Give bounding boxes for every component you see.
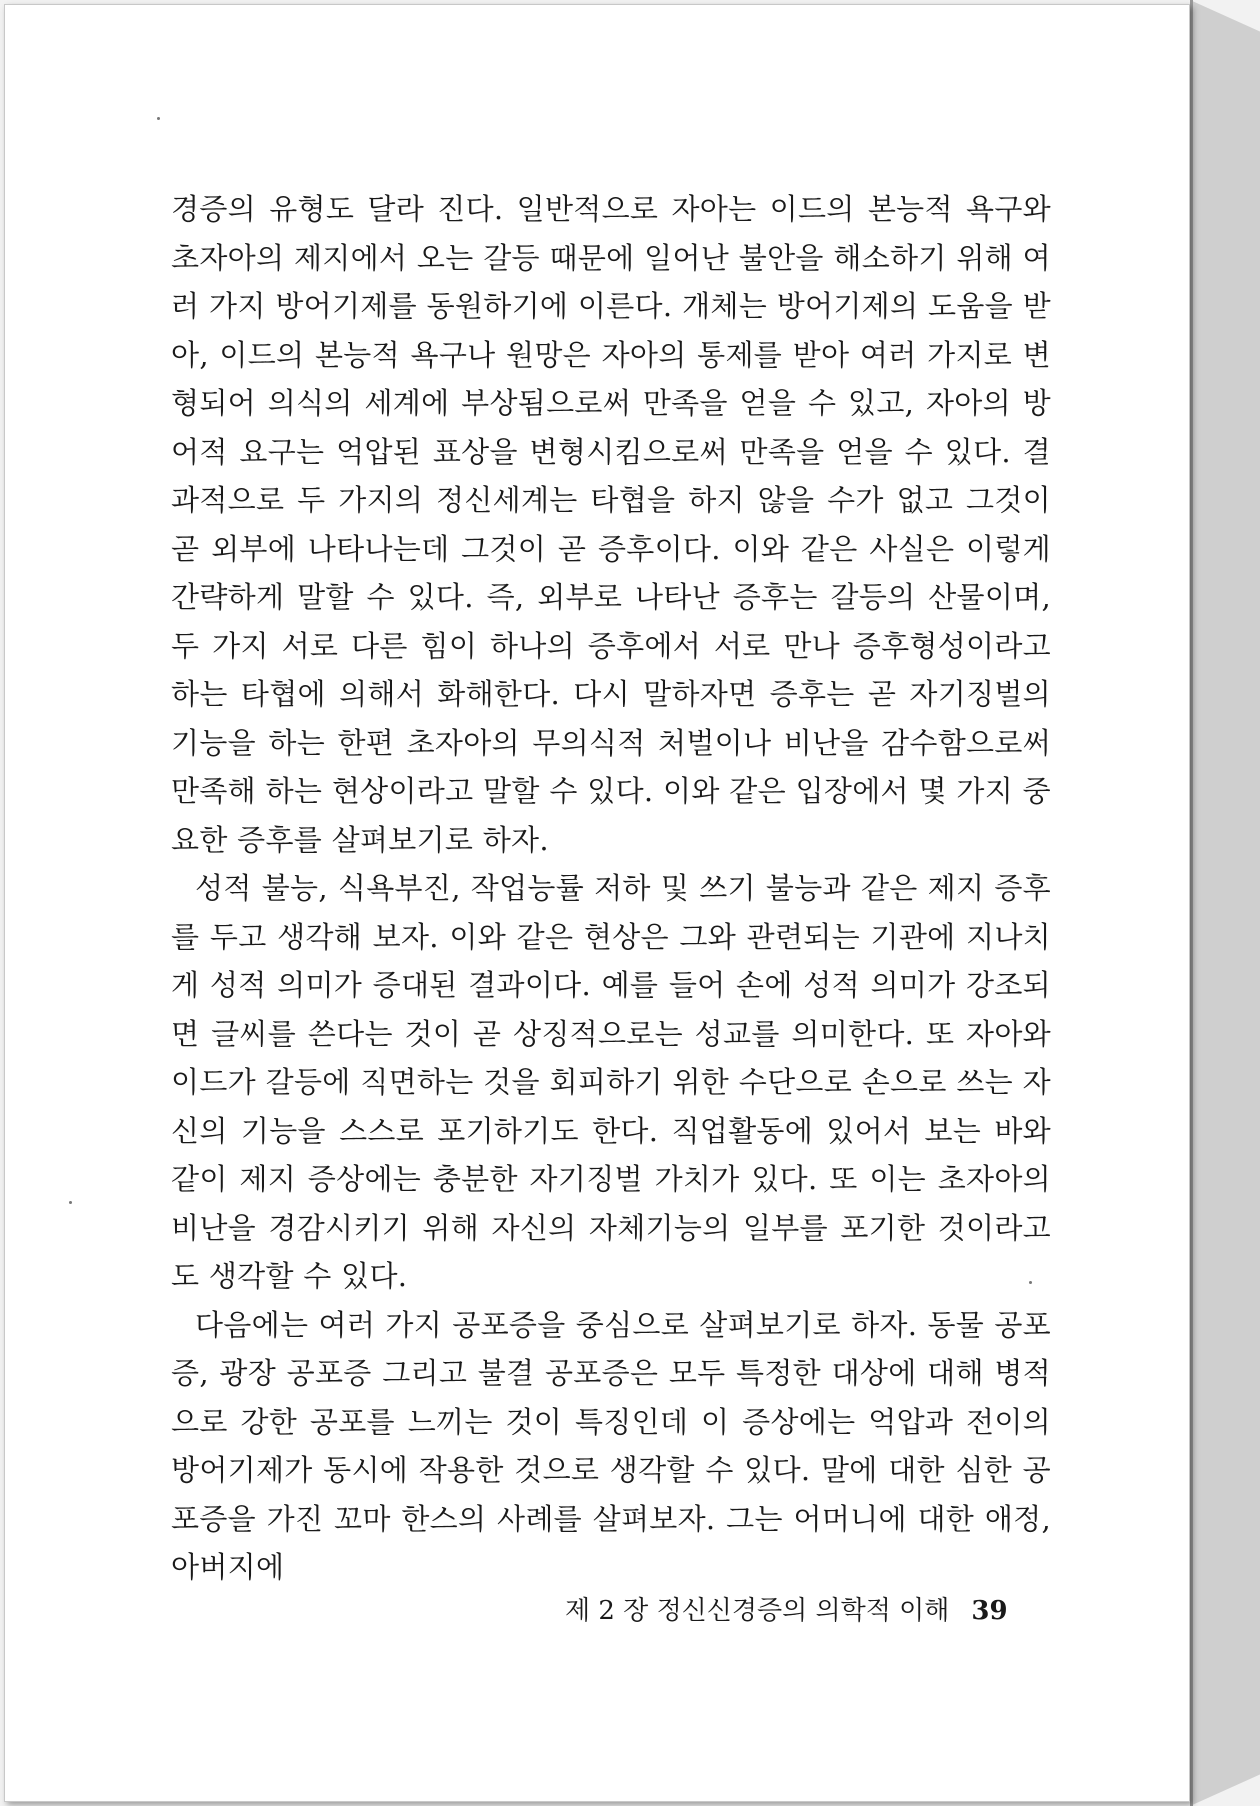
page-number: 39 (971, 1596, 1008, 1626)
book-spine-edge (1190, 0, 1193, 1806)
paragraph-2: 성적 불능, 식욕부진, 작업능률 저하 및 쓰기 불능과 같은 제지 증후를 두고 생각해 보자. 이와 같은 현상은 그와 관련되는 기관에 지나치게 성적 의미가 증대된 결과이다. 예를 들어 손에 성적 의미가 강조되면 글씨를 쓴다는 것이 곧 상징적으로는 성교를 의미한다. 또 자아와 이드가 갈등에 직면하는 것을 회피하기 위한 수단으로 손으로 쓰는 자신의 기능을 스스로 포기하기도 한다. 직업활동에 있어서 보는 바와 같이 제지 증상에는 충분한 자기징벌 가치가 있다. 또 이는 초자아의 비난을 경감시키기 위해 자신의 자체기능의 일부를 포기한 것이라고도 생각할 수 있다. (171, 871, 1051, 1293)
body-text (171, 185, 1051, 1592)
running-footer (565, 1590, 1025, 1627)
paragraph-1: 경증의 유형도 달라 진다. 일반적으로 자아는 이드의 본능적 욕구와 초자아의 제지에서 오는 갈등 때문에 일어난 불안을 해소하기 위해 여러 가지 방어기제를 동원하기에 이른다. 개체는 방어기제의 도움을 받아, 이드의 본능적 욕구나 원망은 자아의 통제를 받아 여러 가지로 변형되어 의식의 세계에 부상됨으로써 만족을 얻을 수 있고, 자아의 방어적 요구는 억압된 표상을 변형시킴으로써 만족을 얻을 수 있다. 결과적으로 두 가지의 정신세계는 타협을 하지 않을 수가 없고 그것이 곧 외부에 나타나는데 그것이 곧 증후이다. 이와 같은 사실은 이렇게 간략하게 말할 수 있다. 즉, 외부로 나타난 증후는 갈등의 산물이며, 두 가지 서로 다른 힘이 하나의 증후에서 서로 만나 증후형성이라고 하는 타협에 의해서 화해한다. 다시 말하자면 증후는 곧 자기징벌의 기능을 하는 한편 초자아의 무의식적 처벌이나 비난을 감수함으로써 만족해 하는 현상이라고 말할 수 있다. 이와 같은 입장에서 몇 가지 중요한 증후를 살펴보기로 하자. (171, 192, 1051, 857)
speck-mark (69, 1201, 72, 1204)
speck-mark (157, 117, 160, 120)
book-page (4, 4, 1190, 1802)
book-page-stack (1190, 0, 1260, 1806)
paragraph-3: 다음에는 여러 가지 공포증을 중심으로 살펴보기로 하자. 동물 공포증, 광장 공포증 그리고 불결 공포증은 모두 특정한 대상에 대해 병적으로 강한 공포를 느끼는 것이 특징인데 이 증상에는 억압과 전이의 방어기제가 동시에 작용한 것으로 생각할 수 있다. 말에 대한 심한 공포증을 가진 꼬마 한스의 사례를 살펴보자. 그는 어머니에 대한 애정, 아버지에 (171, 1307, 1051, 1584)
chapter-title: 제 2 장 정신신경증의 의학적 이해 (565, 1596, 950, 1626)
